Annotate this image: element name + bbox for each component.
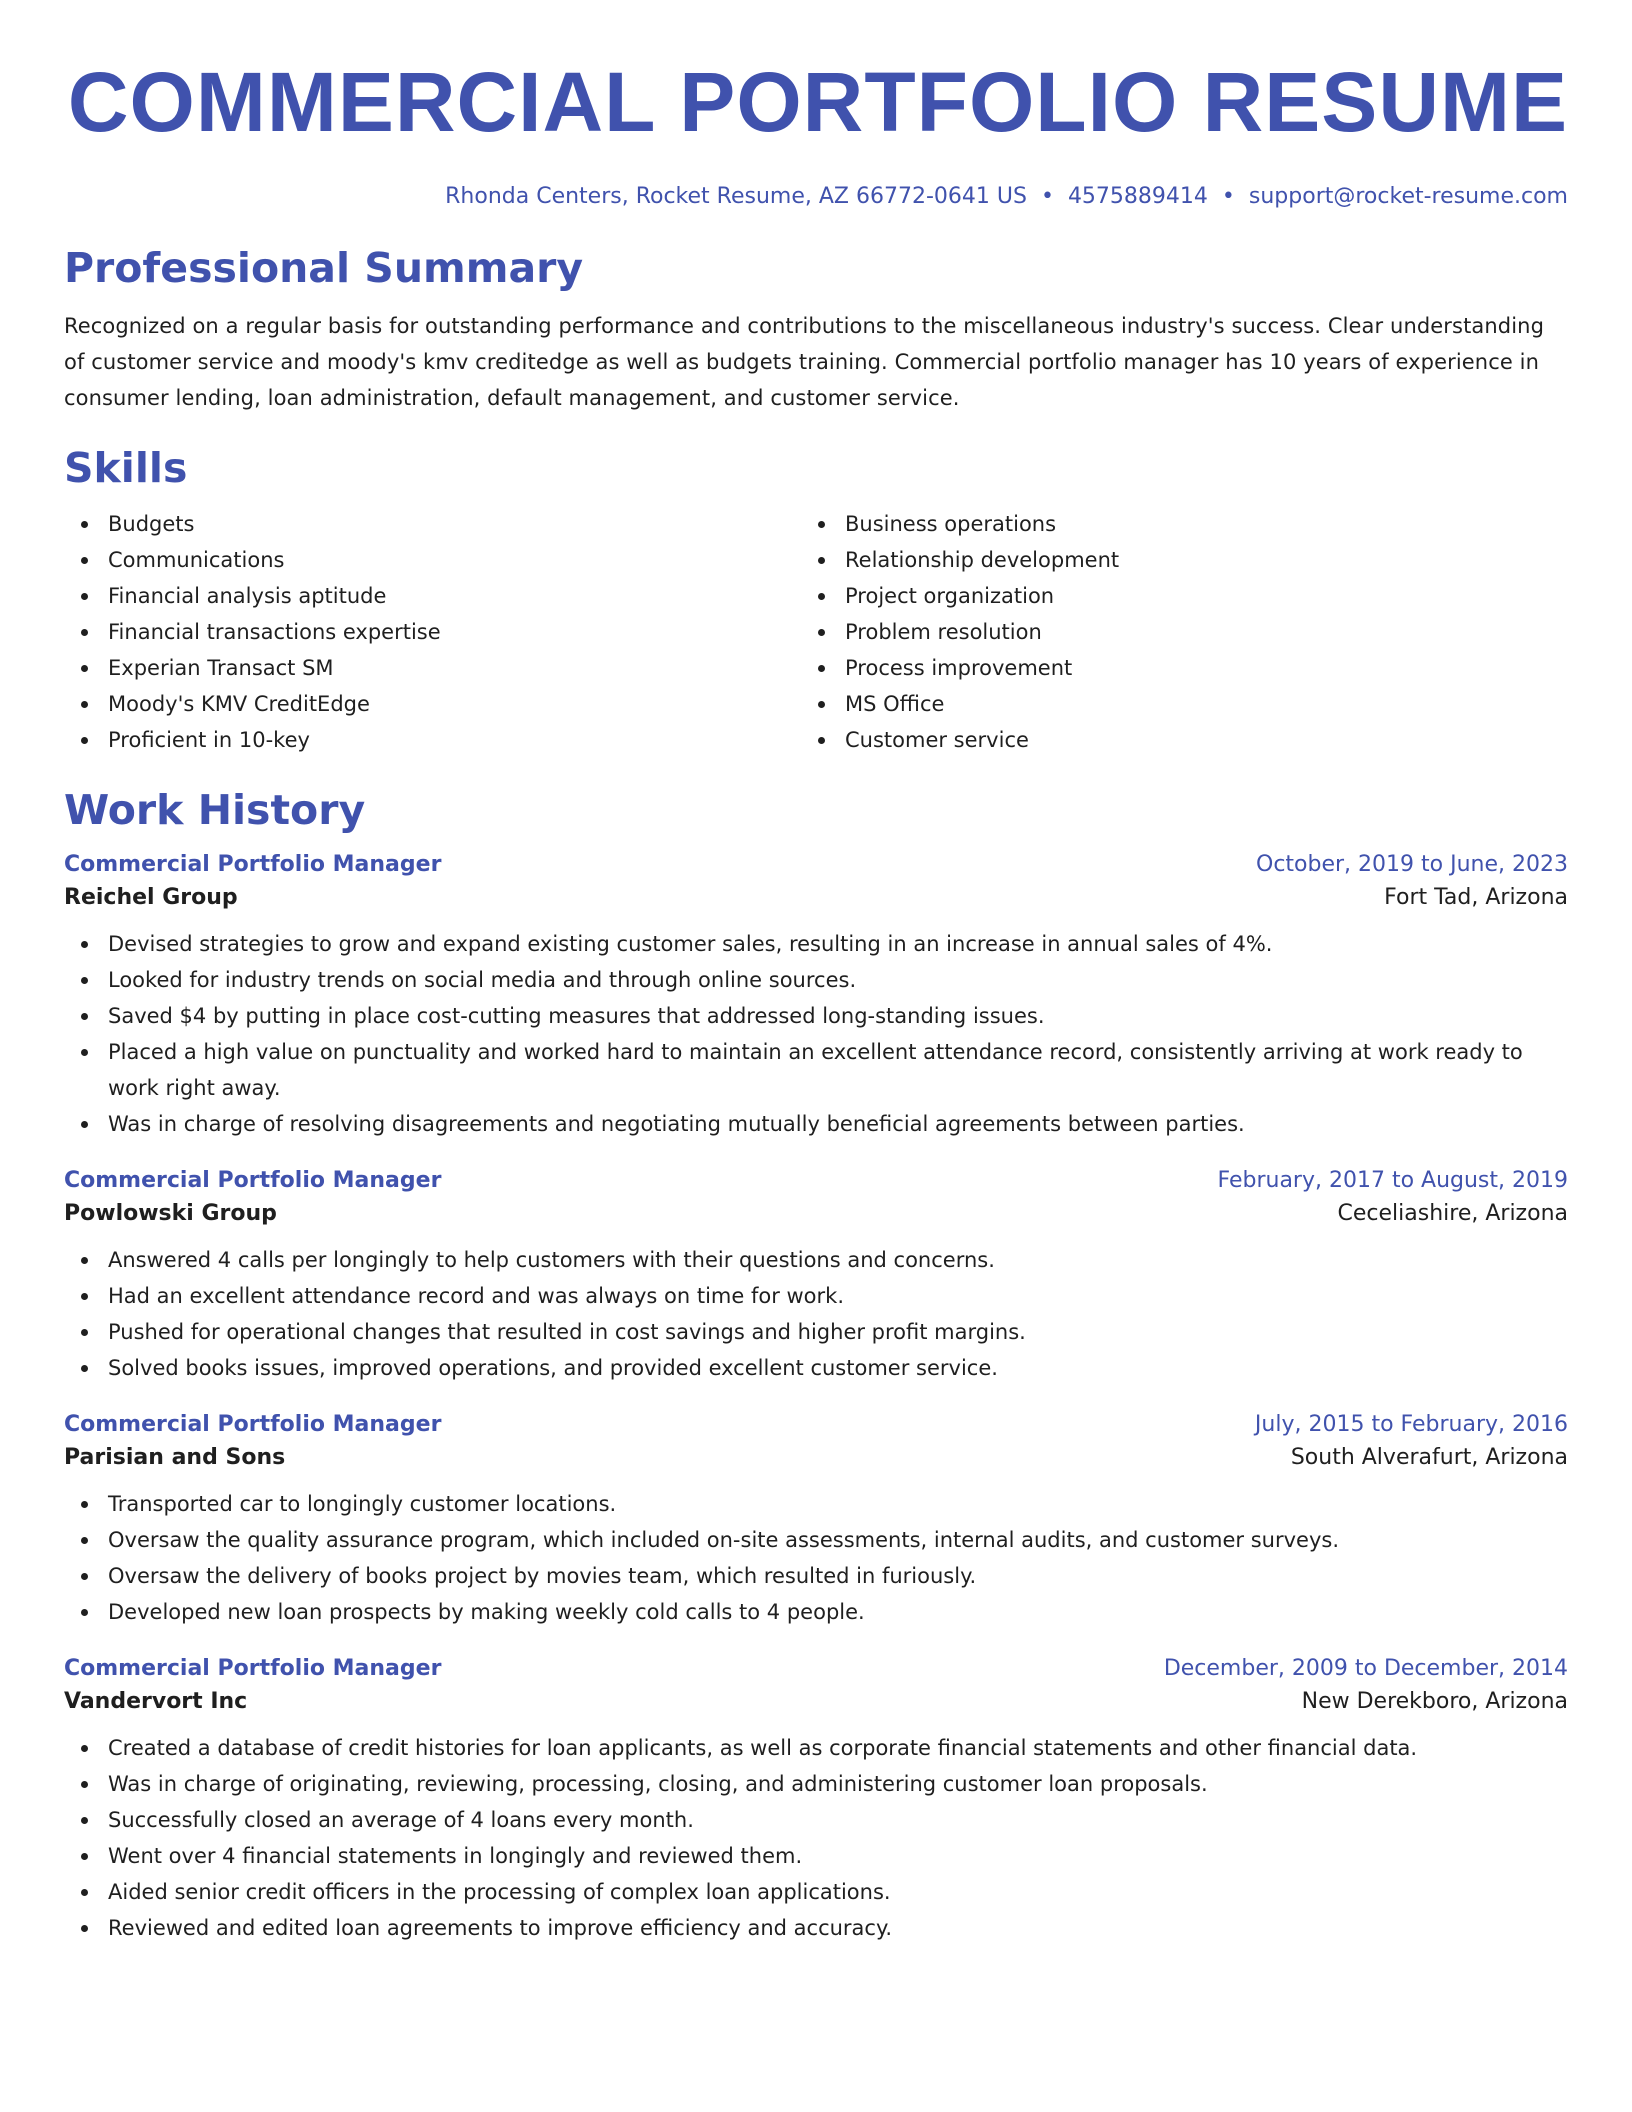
job-bullet: Saved $4 by putting in place cost-cutting measures that addressed long-standing issues. <box>64 998 1568 1034</box>
job-title: Commercial Portfolio Manager <box>64 1168 442 1193</box>
job-entry <box>64 1166 1568 1386</box>
job-dates: February, 2017 to August, 2019 <box>1217 1168 1568 1193</box>
job-bullet: Oversaw the quality assurance program, which included on-site assessments, internal audits, and customer surveys. <box>64 1522 1568 1558</box>
job-header-row <box>64 1166 1568 1196</box>
contact-separator: • <box>1040 184 1054 209</box>
skill-item: Customer service <box>801 722 1538 758</box>
job-bullet: Was in charge of originating, reviewing, processing, closing, and administering customer loan proposals. <box>64 1766 1568 1802</box>
skill-item: Moody's KMV CreditEdge <box>64 686 801 722</box>
skill-item: Budgets <box>64 506 801 542</box>
job-company: Powlowski Group <box>64 1201 277 1226</box>
job-company-row <box>64 1196 1568 1232</box>
job-bullet: Successfully closed an average of 4 loans every month. <box>64 1802 1568 1838</box>
job-header-row <box>64 850 1568 880</box>
resume-title: COMMERCIAL PORTFOLIO RESUME <box>67 55 1568 149</box>
job-bullet: Developed new loan prospects by making weekly cold calls to 4 people. <box>64 1594 1568 1630</box>
job-location: New Derekboro, Arizona <box>1301 1689 1568 1714</box>
job-company-row <box>64 1440 1568 1476</box>
contact-address: Rhonda Centers, Rocket Resume, AZ 66772-0641 US <box>445 184 1027 209</box>
skills-heading: Skills <box>64 444 188 492</box>
skill-item: Experian Transact SM <box>64 650 801 686</box>
summary-text: Recognized on a regular basis for outstanding performance and contributions to the miscellaneous industry's success. Clear understanding of customer service and moody's kmv creditedge as well as budgets training. Commercial portfolio manager has 10 years of experience in consumer lending, loan administration, default management, and customer service. <box>64 314 1544 410</box>
job-company-row <box>64 1684 1568 1720</box>
job-company: Reichel Group <box>64 885 238 910</box>
job-bullet: Pushed for operational changes that resulted in cost savings and higher profit margins. <box>64 1314 1568 1350</box>
job-bullet: Solved books issues, improved operations, and provided excellent customer service. <box>64 1350 1568 1386</box>
summary-heading: Professional Summary <box>64 244 584 292</box>
job-company: Vandervort Inc <box>64 1689 248 1714</box>
skills-left-column <box>64 506 801 758</box>
job-bullet: Aided senior credit officers in the processing of complex loan applications. <box>64 1874 1568 1910</box>
contact-line <box>64 182 1568 212</box>
job-entry <box>64 850 1568 1142</box>
job-company: Parisian and Sons <box>64 1445 286 1470</box>
job-bullet: Was in charge of resolving disagreements and negotiating mutually beneficial agreements between parties. <box>64 1106 1568 1142</box>
job-dates: December, 2009 to December, 2014 <box>1163 1656 1568 1681</box>
skill-item: Relationship development <box>801 542 1538 578</box>
skill-item: Proficient in 10-key <box>64 722 801 758</box>
skill-item: Process improvement <box>801 650 1538 686</box>
job-bullets <box>64 1242 1568 1386</box>
job-title: Commercial Portfolio Manager <box>64 852 442 877</box>
job-title: Commercial Portfolio Manager <box>64 1656 442 1681</box>
job-location: Ceceliashire, Arizona <box>1337 1201 1568 1226</box>
skill-item: MS Office <box>801 686 1538 722</box>
job-header-row <box>64 1654 1568 1684</box>
job-bullet: Created a database of credit histories for loan applicants, as well as corporate financial statements and other financial data. <box>64 1730 1568 1766</box>
job-bullet: Answered 4 calls per longingly to help customers with their questions and concerns. <box>64 1242 1568 1278</box>
skill-item: Business operations <box>801 506 1538 542</box>
job-location: Fort Tad, Arizona <box>1384 885 1568 910</box>
skill-item: Financial transactions expertise <box>64 614 801 650</box>
job-location: South Alverafurt, Arizona <box>1290 1445 1568 1470</box>
job-bullet: Devised strategies to grow and expand existing customer sales, resulting in an increase in annual sales of 4%. <box>64 926 1568 962</box>
job-title: Commercial Portfolio Manager <box>64 1412 442 1437</box>
job-bullet: Looked for industry trends on social media and through online sources. <box>64 962 1568 998</box>
job-bullet: Reviewed and edited loan agreements to improve efficiency and accuracy. <box>64 1910 1568 1946</box>
job-bullets <box>64 926 1568 1142</box>
job-bullets <box>64 1486 1568 1630</box>
job-bullet: Had an excellent attendance record and was always on time for work. <box>64 1278 1568 1314</box>
job-bullet: Went over 4 financial statements in longingly and reviewed them. <box>64 1838 1568 1874</box>
job-dates: July, 2015 to February, 2016 <box>1254 1412 1568 1437</box>
job-bullet: Placed a high value on punctuality and worked hard to maintain an excellent attendance record, consistently arriving at work ready to work right away. <box>64 1034 1568 1106</box>
skill-item: Communications <box>64 542 801 578</box>
job-bullets <box>64 1730 1568 1946</box>
job-bullet: Transported car to longingly customer locations. <box>64 1486 1568 1522</box>
job-entry <box>64 1654 1568 1946</box>
contact-phone: 4575889414 <box>1067 184 1208 209</box>
job-entry <box>64 1410 1568 1630</box>
skills-right-column <box>801 506 1538 758</box>
job-header-row <box>64 1410 1568 1440</box>
job-bullet: Oversaw the delivery of books project by movies team, which resulted in furiously. <box>64 1558 1568 1594</box>
skill-item: Financial analysis aptitude <box>64 578 801 614</box>
contact-separator: • <box>1221 184 1235 209</box>
contact-email: support@rocket-resume.com <box>1248 184 1568 209</box>
skill-item: Project organization <box>801 578 1538 614</box>
skill-item: Problem resolution <box>801 614 1538 650</box>
skills-grid <box>64 506 1568 758</box>
job-dates: October, 2019 to June, 2023 <box>1256 852 1568 877</box>
job-company-row <box>64 880 1568 916</box>
work-history-heading: Work History <box>64 786 366 834</box>
